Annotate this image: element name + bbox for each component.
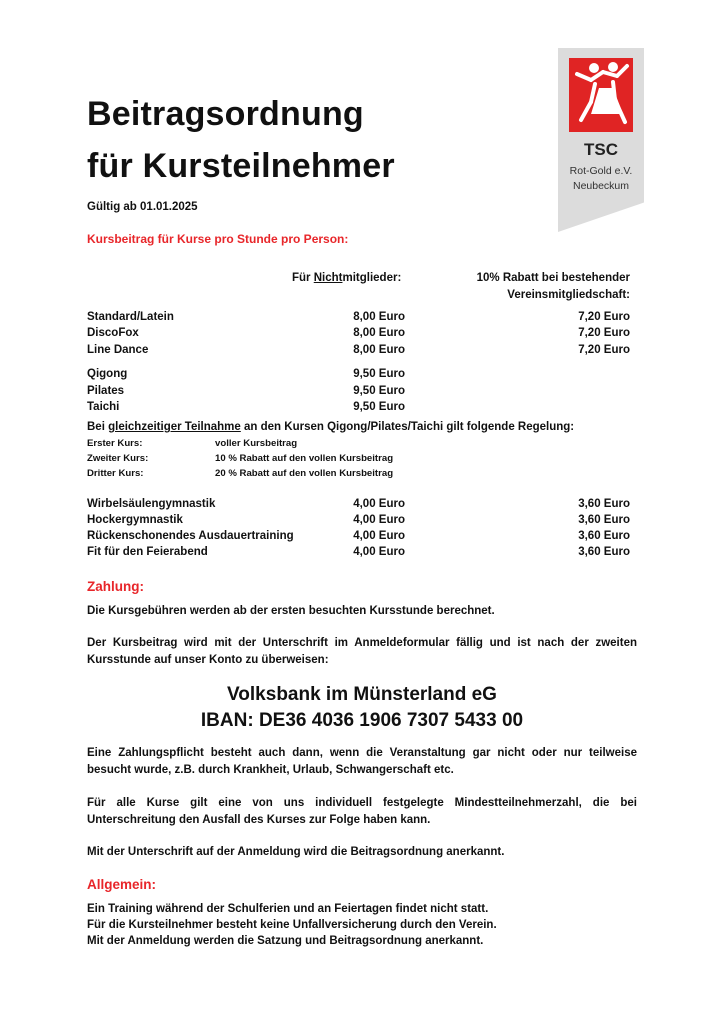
course-name: Fit für den Feierabend — [87, 546, 208, 558]
non-member-suffix: mitglieder: — [342, 272, 402, 284]
combo-label: Dritter Kurs: — [87, 468, 144, 479]
course-member-price: 3,60 Euro — [578, 546, 630, 558]
course-price: 9,50 Euro — [353, 368, 405, 380]
non-member-underlined: Nicht — [313, 272, 343, 284]
payment-paragraph-1: Die Kursgebühren werden ab der ersten besuchten Kursstunde berechnet. — [87, 605, 495, 617]
course-name: Taichi — [87, 401, 120, 413]
course-member-price: 7,20 Euro — [578, 327, 630, 339]
logo-club-name: Rot-Gold e.V. — [569, 165, 633, 177]
logo-town: Neubeckum — [572, 180, 630, 192]
general-heading: Allgemein: — [87, 877, 157, 892]
non-member-prefix: Für — [292, 272, 314, 284]
dancers-logo-icon — [569, 58, 633, 132]
course-name: Standard/Latein — [87, 311, 174, 323]
course-price: 4,00 Euro — [353, 498, 405, 510]
general-line: Ein Training während der Schulferien und an Feiertagen findet nicht statt. — [87, 903, 489, 915]
course-member-price: 3,60 Euro — [578, 498, 630, 510]
payment-heading: Zahlung: — [87, 579, 144, 594]
course-price: 8,00 Euro — [353, 327, 405, 339]
payment-paragraph-3: Eine Zahlungspflicht besteht auch dann, wenn die Veranstaltung gar nicht oder nur teilweise besucht wurde, z.B. durch Krankheit, Urlaub, Schwangerschaft etc. — [87, 747, 637, 776]
non-member-column-header — [292, 272, 401, 284]
course-price: 4,00 Euro — [353, 546, 405, 558]
page-title — [87, 88, 395, 192]
course-member-price: 3,60 Euro — [578, 530, 630, 542]
payment-paragraph-2: Der Kursbeitrag wird mit der Unterschrift im Anmeldeformular fällig und ist nach der zweiten Kursstunde auf unser Konto zu überweisen: — [87, 637, 637, 666]
combo-label: Zweiter Kurs: — [87, 453, 149, 464]
course-price: 9,50 Euro — [353, 385, 405, 397]
general-line: Für die Kursteilnehmer besteht keine Unfallversicherung durch den Verein. — [87, 919, 497, 931]
payment-paragraph-4: Für alle Kurse gilt eine von uns individuell festgelegte Mindestteilnehmerzahl, die bei Unterschreitung den Ausfall des Kurses zur Folge haben kann. — [87, 797, 637, 826]
course-price: 9,50 Euro — [353, 401, 405, 413]
combo-text: voller Kursbeitrag — [215, 438, 298, 449]
course-name: Line Dance — [87, 344, 149, 356]
course-member-price: 3,60 Euro — [578, 514, 630, 526]
title-line-2: für Kursteilnehmer — [87, 147, 395, 185]
course-price: 8,00 Euro — [353, 344, 405, 356]
combo-rule-text — [87, 421, 574, 433]
course-name: Hockergymnastik — [87, 514, 183, 526]
course-name: Rückenschonendes Ausdauertraining — [87, 530, 294, 542]
course-member-price: 7,20 Euro — [578, 311, 630, 323]
course-name: Wirbelsäulengymnastik — [87, 498, 216, 510]
course-name: DiscoFox — [87, 327, 139, 339]
bank-name: Volksbank im Münsterland eG — [227, 684, 497, 705]
combo-label: Erster Kurs: — [87, 438, 143, 449]
course-price: 4,00 Euro — [353, 530, 405, 542]
course-member-price: 7,20 Euro — [578, 344, 630, 356]
payment-paragraph-5: Mit der Unterschrift auf der Anmeldung wird die Beitragsordnung anerkannt. — [87, 846, 505, 858]
member-column-header-2: Vereinsmitgliedschaft: — [507, 289, 630, 301]
fee-section-heading: Kursbeitrag für Kurse pro Stunde pro Person: — [87, 232, 349, 246]
combo-rule-underlined: gleichzeitiger Teilnahme — [108, 421, 241, 433]
course-price: 4,00 Euro — [353, 514, 405, 526]
course-name: Pilates — [87, 385, 125, 397]
title-line-1: Beitragsordnung — [87, 95, 364, 133]
combo-rule-prefix: Bei — [87, 421, 109, 433]
bank-iban: IBAN: DE36 4036 1906 7307 5433 00 — [200, 710, 524, 731]
valid-from: Gültig ab 01.01.2025 — [87, 201, 198, 213]
member-column-header-1: 10% Rabatt bei bestehender — [476, 272, 630, 284]
combo-text: 20 % Rabatt auf den vollen Kursbeitrag — [215, 468, 394, 479]
combo-text: 10 % Rabatt auf den vollen Kursbeitrag — [215, 453, 394, 464]
course-price: 8,00 Euro — [353, 311, 405, 323]
combo-rule-suffix: an den Kursen Qigong/Pilates/Taichi gilt folgende Regelung: — [240, 421, 575, 433]
general-line: Mit der Anmeldung werden die Satzung und Beitragsordnung anerkannt. — [87, 935, 484, 947]
logo-abbreviation: TSC — [584, 140, 618, 159]
course-name: Qigong — [87, 368, 128, 380]
